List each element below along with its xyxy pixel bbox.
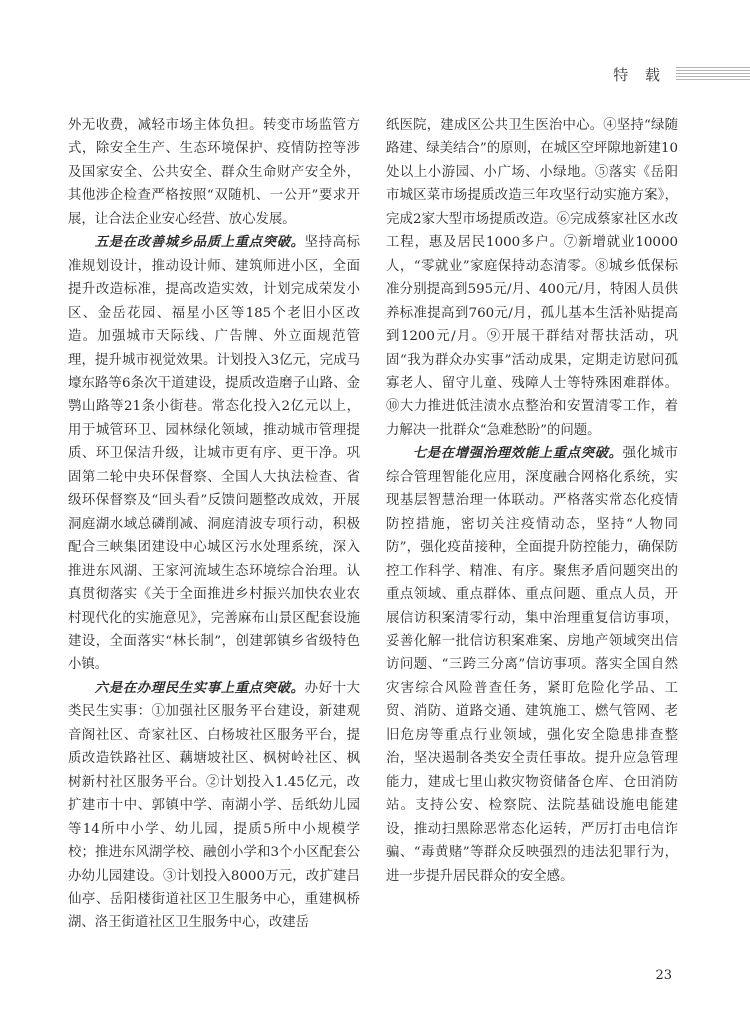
paragraph: 七是在增强治理效能上重点突破。强化城市综合管理智能化应用，深度融合网格化系统，实现基层智慧治理一体联动。严格落实常态化疫情防控措施，密切关注疫情动态，坚持“人物同防”，强化疫苗接种，全面提升防控能力，确保防控工作科学、精准、有序。聚焦矛盾问题突出的重点领域、重点群体、重点问题、重点人员，开展信访积案清零行动，集中治理重复信访事项，妥善化解一批信访积案难案、房地产领域突出信访问题、“三跨三分离”信访事项。落实全国自然灾害综合风险普查任务，紧盯危险化学品、工贸、消防、道路交通、建筑施工、燃气管网、老旧危房等重点行业领域，强化安全隐患排查整治，坚决遏制各类安全责任事故。提升应急管理能力，建成七里山救灾物资储备仓库、仓田消防站。支持公安、检察院、法院基础设施电能建设，推动扫黑除恶常态化运转，严厉打击电信诈骗、“毒黄赌”等群众反映强烈的违法犯罪行为，进一步提升居民群众的安全感。 bbox=[386, 445, 678, 884]
paragraph: 五是在改善城乡品质上重点突破。坚持高标准规划设计，推动设计师、建筑师进小区，全面提升改造标准，提高改造实效，计划完成荣发小区、金岳花园、福星小区等185个老旧小区改造。加强城市天际线、广告牌、外立面规范管理，提升城市视觉效果。计划投入3亿元，完成马壕东路等6条次干道建设，提质改造磨子山路、金鹗山路等21条小街巷。常态化投入2亿元以上，用于城管环卫、园林绿化领域，推动城市管理提质、环卫保洁升级，让城市更有序、更干净。巩固第二轮中央环保督察、全国人大执法检查、省级环保督察及“回头看”反馈问题整改成效，开展洞庭湖水域总磷削减、洞庭清波专项行动，积极配合三峡集团建设中心城区污水处理系统，深入推进东风湖、王家河流域生态环境综合治理。认真贯彻落实《关于全面推进乡村振兴加快农业农村现代化的实施意见》，完善麻布山景区配套设施建设，全面落实“林长制”，创建郭镇乡省级特色小镇。 bbox=[68, 234, 360, 673]
right-column bbox=[386, 114, 678, 888]
paragraph: 纸医院，建成区公共卫生医治中心。④坚持“绿随路建、绿美结合”的原则，在城区空坪隙地新建10处以上小游园、小广场、小绿地。⑤落实《岳阳市城区菜市场提质改造三年攻坚行动实施方案》，完成2家大型市场提质改造。⑥完成蔡家社区水改工程，惠及居民1000多户。⑦新增就业10000人，“零就业”家庭保持动态清零。⑧城乡低保标准分别提高到595元/月、400元/月，特困人员供养标准提高到760元/月，孤儿基本生活补贴提高到1200元/月。⑨开展干群结对帮扶活动，巩固“我为群众办实事”活动成果，定期走访慰问孤寡老人、留守儿童、残障人士等特殊困难群体。⑩大力推进低洼渍水点整治和安置清零工作，着力解决一批群众“急难愁盼”的问题。 bbox=[386, 118, 678, 438]
paragraph: 六是在办理民生实事上重点突破。办好十大类民生实事：①加强社区服务平台建设，新建观音阁社区、奇家社区、白杨坡社区服务平台，提质改造铁路社区、藕塘坡社区、枫树岭社区、枫树新村社区服务平台。②计划投入1.45亿元，改扩建市十中、郭镇中学、南湖小学、岳纸幼儿园等14所中小学、幼儿园，提质5所中小规模学校；推进东风湖学校、融创小学和3个小区配套公办幼儿园建设。③计划投入8000万元，改扩建吕仙亭、岳阳楼街道社区卫生服务中心，重建枫桥湖、洛王街道社区卫生服务中心，改建岳 bbox=[68, 679, 360, 931]
paragraph-lead: 六是在办理民生实事上重点突破。 bbox=[94, 679, 305, 696]
running-header bbox=[0, 64, 750, 88]
paragraph: 外无收费，减轻市场主体负担。转变市场监管方式，除安全生产、生态环境保护、疫情防控等涉及国家安全、公共安全、群众生命财产安全外，其他涉企检查严格按照“双随机、一公开”要求开展，让合法企业安心经营、放心发展。 bbox=[68, 118, 360, 227]
left-column bbox=[68, 114, 360, 935]
paragraph-lead: 七是在增强治理效能上重点突破。 bbox=[412, 445, 623, 462]
header-stripes-decoration bbox=[676, 67, 750, 81]
section-title: 特 载 bbox=[613, 66, 666, 84]
paragraph-lead: 五是在改善城乡品质上重点突破。 bbox=[94, 234, 305, 251]
page-number: 23 bbox=[655, 968, 672, 983]
